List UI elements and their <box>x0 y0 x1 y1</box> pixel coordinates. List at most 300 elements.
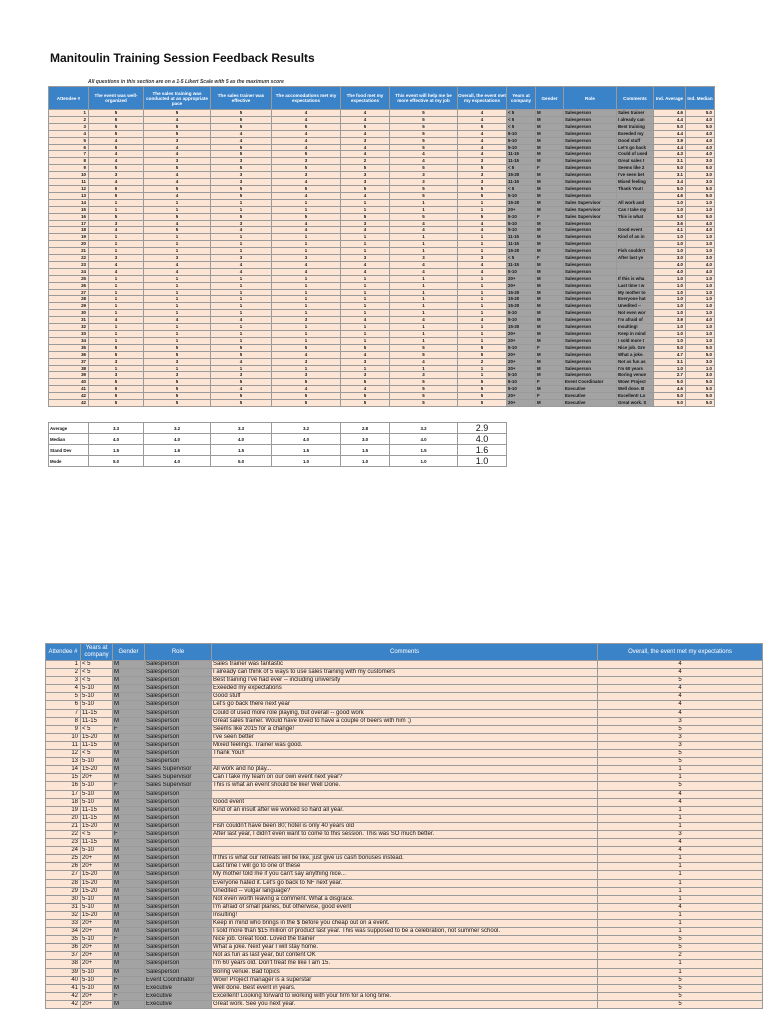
score-cell: 4 <box>144 261 211 268</box>
role-cell: Salesperson <box>145 750 212 758</box>
score-cell: 4 <box>341 192 390 199</box>
years-cell: 15-20 <box>81 911 113 919</box>
years-cell: 20+ <box>81 920 113 928</box>
years-cell: 15-20 <box>81 822 113 830</box>
table-row <box>46 960 763 968</box>
gender-cell: M <box>113 798 145 806</box>
comment-cell: I'm 60 years old. Don't treat me like I am 15. <box>212 960 598 968</box>
gender-cell: M <box>536 310 564 317</box>
gender-cell: F <box>113 936 145 944</box>
comment-cell: Wow! Project manager is a superstar <box>212 976 598 984</box>
years-cell: 15-20 <box>507 303 536 310</box>
score-cell: 1 <box>144 206 211 213</box>
role-cell: Sales Supervisor <box>145 766 212 774</box>
gender-cell: M <box>536 227 564 234</box>
years-cell: 11-15 <box>81 741 113 749</box>
attendee-number: 23 <box>49 261 89 268</box>
role-cell: Executive <box>145 1000 212 1008</box>
score-cell: 4 <box>144 179 211 186</box>
score-cell: 1 <box>144 248 211 255</box>
attendee-number: 8 <box>49 158 89 165</box>
score-cell: 1 <box>89 206 144 213</box>
score-cell: 3 <box>211 158 272 165</box>
score-cell: 3 <box>341 358 390 365</box>
attendee-number: 16 <box>49 213 89 220</box>
gender-cell: M <box>113 806 145 814</box>
role-cell: Salesperson <box>564 337 617 344</box>
comment-cell: Good stuff <box>212 693 598 701</box>
score-cell: 1 <box>144 310 211 317</box>
gender-cell: M <box>113 839 145 847</box>
score-cell: 5 <box>390 137 458 144</box>
comment-cell: Good stuff <box>617 137 654 144</box>
attendee-number: 18 <box>46 798 81 806</box>
gender-cell: M <box>536 331 564 338</box>
comment-cell: Keep in mind who brings in the $ before you cheap out on a event. <box>212 920 598 928</box>
score-cell: 3 <box>144 158 211 165</box>
comment-cell: Keep in mind <box>617 331 654 338</box>
column-header: Overall, the event met my expectations <box>458 87 507 110</box>
score-cell: 4 <box>272 130 341 137</box>
attendee-number: 2 <box>49 116 89 123</box>
score-cell: 5 <box>89 386 144 393</box>
gender-cell: F <box>536 213 564 220</box>
gender-cell: M <box>113 733 145 741</box>
scale-note: All questions in this section are on a 1-5 Likert Scale with 5 as the maximum score <box>88 79 284 85</box>
attendee-number: 40 <box>46 976 81 984</box>
attendee-number: 32 <box>46 911 81 919</box>
gender-cell: M <box>536 158 564 165</box>
score-cell: 4 <box>89 317 144 324</box>
table-row <box>49 172 715 179</box>
overall-score: 1 <box>598 814 763 822</box>
score-cell: 5 <box>89 185 144 192</box>
years-cell: < 5 <box>507 255 536 262</box>
score-cell: 5 <box>341 379 390 386</box>
role-cell: Salesperson <box>564 365 617 372</box>
score-cell: 4 <box>272 110 341 117</box>
score-cell: 5 <box>89 351 144 358</box>
score-cell: 5 <box>89 192 144 199</box>
role-cell: Salesperson <box>145 839 212 847</box>
comment-cell: My mother to <box>617 289 654 296</box>
score-cell: 5 <box>458 185 507 192</box>
table-row <box>49 220 715 227</box>
gender-cell: F <box>113 992 145 1000</box>
table-row <box>46 871 763 879</box>
score-cell: 1 <box>458 289 507 296</box>
attendee-number: 6 <box>46 701 81 709</box>
score-cell: 5 <box>144 185 211 192</box>
years-cell: 5-10 <box>507 268 536 275</box>
score-cell: 5 <box>211 151 272 158</box>
score-cell: 1 <box>458 296 507 303</box>
score-cell: 4 <box>272 351 341 358</box>
role-cell: Salesperson <box>145 855 212 863</box>
overall-score: 5 <box>598 758 763 766</box>
score-cell: 4 <box>390 358 458 365</box>
score-cell: 4 <box>458 220 507 227</box>
comment-cell <box>617 268 654 275</box>
table-row <box>49 199 715 206</box>
overall-score: 1 <box>598 863 763 871</box>
years-cell: 20+ <box>81 774 113 782</box>
score-cell: 1 <box>89 275 144 282</box>
score-cell: 3 <box>89 220 144 227</box>
score-cell: 5 <box>89 379 144 386</box>
gender-cell: M <box>113 887 145 895</box>
comment-cell: Sales trainer was fantastic <box>212 661 598 669</box>
score-cell: 4 <box>144 172 211 179</box>
individual-average: 1.0 <box>654 303 686 310</box>
score-cell: 3 <box>144 372 211 379</box>
overall-score: 2 <box>598 952 763 960</box>
score-cell: 5 <box>144 227 211 234</box>
score-cell: 3 <box>89 255 144 262</box>
years-cell: 15-20 <box>507 248 536 255</box>
gender-cell: F <box>536 344 564 351</box>
overall-stat-value: 4.0 <box>458 434 507 445</box>
table-row <box>49 344 715 351</box>
attendee-number: 3 <box>49 123 89 130</box>
individual-median: 4.0 <box>686 151 715 158</box>
overall-score: 1 <box>598 822 763 830</box>
score-cell: 5 <box>458 379 507 386</box>
attendee-number: 12 <box>46 750 81 758</box>
years-cell: 5-10 <box>81 701 113 709</box>
gender-cell: M <box>113 911 145 919</box>
attendee-number: 11 <box>49 179 89 186</box>
comment-cell: Unedited -- <box>617 303 654 310</box>
table-row <box>46 1000 763 1008</box>
score-cell: 1 <box>89 289 144 296</box>
years-cell: 15-20 <box>507 172 536 179</box>
score-cell: 1 <box>390 234 458 241</box>
score-cell: 1 <box>458 282 507 289</box>
gender-cell: M <box>536 130 564 137</box>
comment-cell: Not as fun as last year, but content OK <box>212 952 598 960</box>
individual-average: 1.0 <box>654 199 686 206</box>
score-cell: 5 <box>272 344 341 351</box>
score-cell: 1 <box>341 324 390 331</box>
individual-average: 1.0 <box>654 289 686 296</box>
attendee-number: 22 <box>46 830 81 838</box>
table-row <box>46 685 763 693</box>
column-header: Role <box>564 87 617 110</box>
individual-average: 1.0 <box>654 296 686 303</box>
score-cell: 3 <box>341 220 390 227</box>
score-cell: 1 <box>390 248 458 255</box>
years-cell: 15-20 <box>81 887 113 895</box>
role-cell: Salesperson <box>145 903 212 911</box>
score-cell: 4 <box>144 144 211 151</box>
attendee-number: 31 <box>46 903 81 911</box>
score-cell: 1 <box>211 282 272 289</box>
score-cell: 5 <box>458 400 507 407</box>
comment-cell: Exeeded my expectations <box>212 685 598 693</box>
individual-median: 5.0 <box>686 185 715 192</box>
score-cell: 5 <box>89 110 144 117</box>
column-header: Overall, the event met my expectations <box>598 644 763 661</box>
individual-median: 4.0 <box>686 130 715 137</box>
table-row <box>46 879 763 887</box>
score-cell: 1 <box>341 337 390 344</box>
individual-median: 3.0 <box>686 179 715 186</box>
comment-cell: All work and <box>617 199 654 206</box>
score-cell: 5 <box>390 130 458 137</box>
table-row <box>46 887 763 895</box>
years-cell: 5-10 <box>507 130 536 137</box>
attendee-number: 40 <box>49 379 89 386</box>
gender-cell: M <box>536 386 564 393</box>
comment-cell: Not as fun as <box>617 358 654 365</box>
table-row <box>49 310 715 317</box>
years-cell: 15-20 <box>507 296 536 303</box>
individual-median: 4.0 <box>686 227 715 234</box>
comment-cell: I've seen bet <box>617 172 654 179</box>
role-cell: Salesperson <box>145 661 212 669</box>
overall-score: 4 <box>598 903 763 911</box>
stat-label: Median <box>49 434 89 445</box>
attendee-number: 30 <box>46 895 81 903</box>
stat-value: 1.0 <box>272 456 341 467</box>
score-cell: 1 <box>272 324 341 331</box>
score-cell: 4 <box>144 192 211 199</box>
score-cell: 4 <box>390 220 458 227</box>
score-cell: 5 <box>211 144 272 151</box>
role-cell: Sales Supervisor <box>564 213 617 220</box>
role-cell: Salesperson <box>564 241 617 248</box>
attendee-number: 4 <box>49 130 89 137</box>
score-cell: 1 <box>272 234 341 241</box>
score-cell: 5 <box>272 213 341 220</box>
attendee-number: 13 <box>46 758 81 766</box>
overall-stat-value: 1.0 <box>458 456 507 467</box>
stat-value: 4.0 <box>144 434 211 445</box>
attendee-number: 42 <box>46 992 81 1000</box>
years-cell: < 5 <box>507 165 536 172</box>
score-cell: 1 <box>272 310 341 317</box>
attendee-number: 41 <box>46 984 81 992</box>
role-cell: Salesperson <box>145 830 212 838</box>
score-cell: 1 <box>458 310 507 317</box>
score-cell: 3 <box>272 358 341 365</box>
role-cell: Salesperson <box>145 693 212 701</box>
table-row <box>49 393 715 400</box>
score-cell: 4 <box>341 227 390 234</box>
role-cell: Salesperson <box>564 227 617 234</box>
gender-cell: M <box>536 351 564 358</box>
role-cell: Sales Supervisor <box>564 199 617 206</box>
column-header: The food met my expectations <box>341 87 390 110</box>
individual-average: 4.7 <box>654 351 686 358</box>
overall-score: 4 <box>598 790 763 798</box>
table-row <box>46 669 763 677</box>
role-cell: Salesperson <box>564 344 617 351</box>
page-title: Manitoulin Training Session Feedback Results <box>50 51 315 65</box>
table-row <box>46 661 763 669</box>
table-row <box>49 158 715 165</box>
years-cell: 5-10 <box>81 936 113 944</box>
table-row <box>46 863 763 871</box>
score-cell: 1 <box>341 289 390 296</box>
score-cell: 5 <box>458 393 507 400</box>
score-cell: 1 <box>144 337 211 344</box>
gender-cell: M <box>536 144 564 151</box>
score-cell: 1 <box>272 241 341 248</box>
score-cell: 3 <box>390 372 458 379</box>
gender-cell: M <box>536 400 564 407</box>
gender-cell: M <box>536 372 564 379</box>
summary-stats-table <box>48 422 507 467</box>
years-cell: 20+ <box>507 206 536 213</box>
comment-cell: Thank You!! <box>617 185 654 192</box>
attendee-number: 14 <box>46 766 81 774</box>
stat-value: 4.0 <box>390 434 458 445</box>
score-cell: 5 <box>341 400 390 407</box>
attendee-number: 25 <box>49 275 89 282</box>
score-cell: 5 <box>89 213 144 220</box>
individual-average: 2.7 <box>654 372 686 379</box>
years-cell: 11-15 <box>81 839 113 847</box>
score-cell: 1 <box>390 337 458 344</box>
role-cell: Salesperson <box>564 358 617 365</box>
score-cell: 1 <box>211 289 272 296</box>
score-cell: 1 <box>390 324 458 331</box>
role-cell: Salesperson <box>145 887 212 895</box>
score-cell: 4 <box>458 110 507 117</box>
table-row <box>46 903 763 911</box>
attendee-number: 42 <box>49 400 89 407</box>
score-cell: 1 <box>211 248 272 255</box>
years-cell: 20+ <box>507 351 536 358</box>
overall-score: 5 <box>598 750 763 758</box>
individual-median: 4.0 <box>686 268 715 275</box>
years-cell: 5-10 <box>81 847 113 855</box>
overall-score: 3 <box>598 830 763 838</box>
comment-cell <box>617 192 654 199</box>
individual-median: 1.0 <box>686 206 715 213</box>
column-header: Attendee # <box>49 87 89 110</box>
score-cell: 1 <box>458 234 507 241</box>
score-cell: 5 <box>390 110 458 117</box>
overall-score: 1 <box>598 920 763 928</box>
years-cell: 20+ <box>81 960 113 968</box>
score-cell: 1 <box>144 289 211 296</box>
comment-cell: My mother told me if you can't say anything nice... <box>212 871 598 879</box>
score-cell: 5 <box>211 192 272 199</box>
score-cell: 5 <box>272 400 341 407</box>
comment-cell: Great sales trainer. Would have loved to have a couple of beers with him ;) <box>212 717 598 725</box>
stat-value: 1.6 <box>144 445 211 456</box>
table-row <box>49 303 715 310</box>
individual-average: 1.0 <box>654 206 686 213</box>
score-cell: 1 <box>211 331 272 338</box>
gender-cell: M <box>113 871 145 879</box>
score-cell: 1 <box>211 234 272 241</box>
score-cell: 5 <box>144 393 211 400</box>
years-cell: < 5 <box>81 661 113 669</box>
role-cell: Salesperson <box>145 814 212 822</box>
role-cell: Salesperson <box>145 741 212 749</box>
attendee-number: 28 <box>46 879 81 887</box>
comment-cell: Can I take my <box>617 206 654 213</box>
comment-cell: Let's go back <box>617 144 654 151</box>
score-cell: 3 <box>458 255 507 262</box>
score-cell: 5 <box>211 400 272 407</box>
score-cell: 1 <box>390 275 458 282</box>
gender-cell: M <box>113 895 145 903</box>
score-cell: 4 <box>272 261 341 268</box>
score-cell: 1 <box>272 289 341 296</box>
score-cell: 5 <box>144 379 211 386</box>
score-cell: 1 <box>89 282 144 289</box>
score-cell: 4 <box>272 179 341 186</box>
score-cell: 1 <box>89 303 144 310</box>
table-row <box>49 116 715 123</box>
score-cell: 1 <box>458 372 507 379</box>
score-cell: 1 <box>390 199 458 206</box>
overall-score: 5 <box>598 984 763 992</box>
comment-cell: Not even worth leaving a comment. What a disgrace. <box>212 895 598 903</box>
role-cell: Salesperson <box>145 944 212 952</box>
role-cell: Salesperson <box>145 936 212 944</box>
score-cell: 5 <box>89 144 144 151</box>
score-cell: 4 <box>341 386 390 393</box>
gender-cell: M <box>113 717 145 725</box>
attendee-number: 20 <box>49 241 89 248</box>
individual-median: 5.0 <box>686 400 715 407</box>
column-header: The accomodations met my expectations <box>272 87 341 110</box>
score-cell: 1 <box>341 234 390 241</box>
individual-median: 4.0 <box>686 220 715 227</box>
comment-cell: Insulting! <box>212 911 598 919</box>
score-cell: 4 <box>211 261 272 268</box>
score-cell: 5 <box>211 116 272 123</box>
individual-average: 4.6 <box>654 386 686 393</box>
stat-value: 3.3 <box>89 423 144 434</box>
gender-cell: M <box>113 968 145 976</box>
table-row <box>46 911 763 919</box>
attendee-number: 15 <box>49 206 89 213</box>
gender-cell: M <box>536 185 564 192</box>
role-cell: Salesperson <box>145 758 212 766</box>
score-cell: 1 <box>341 282 390 289</box>
individual-average: 1.0 <box>654 282 686 289</box>
overall-score: 5 <box>598 725 763 733</box>
individual-median: 1.0 <box>686 365 715 372</box>
score-cell: 5 <box>272 185 341 192</box>
score-cell: 4 <box>458 261 507 268</box>
years-cell: 5-10 <box>507 192 536 199</box>
years-cell: 15-20 <box>507 289 536 296</box>
score-cell: 1 <box>390 289 458 296</box>
table-row <box>46 895 763 903</box>
score-cell: 4 <box>341 110 390 117</box>
score-cell: 5 <box>89 123 144 130</box>
score-cell: 1 <box>211 241 272 248</box>
overall-score: 1 <box>598 774 763 782</box>
score-cell: 1 <box>211 206 272 213</box>
individual-median: 4.0 <box>686 261 715 268</box>
table-row <box>49 386 715 393</box>
score-cell: 5 <box>458 123 507 130</box>
gender-cell: M <box>536 248 564 255</box>
score-cell: 5 <box>89 344 144 351</box>
gender-cell: M <box>536 365 564 372</box>
comment-cell: I've seen better <box>212 733 598 741</box>
comment-cell: I already can <box>617 116 654 123</box>
